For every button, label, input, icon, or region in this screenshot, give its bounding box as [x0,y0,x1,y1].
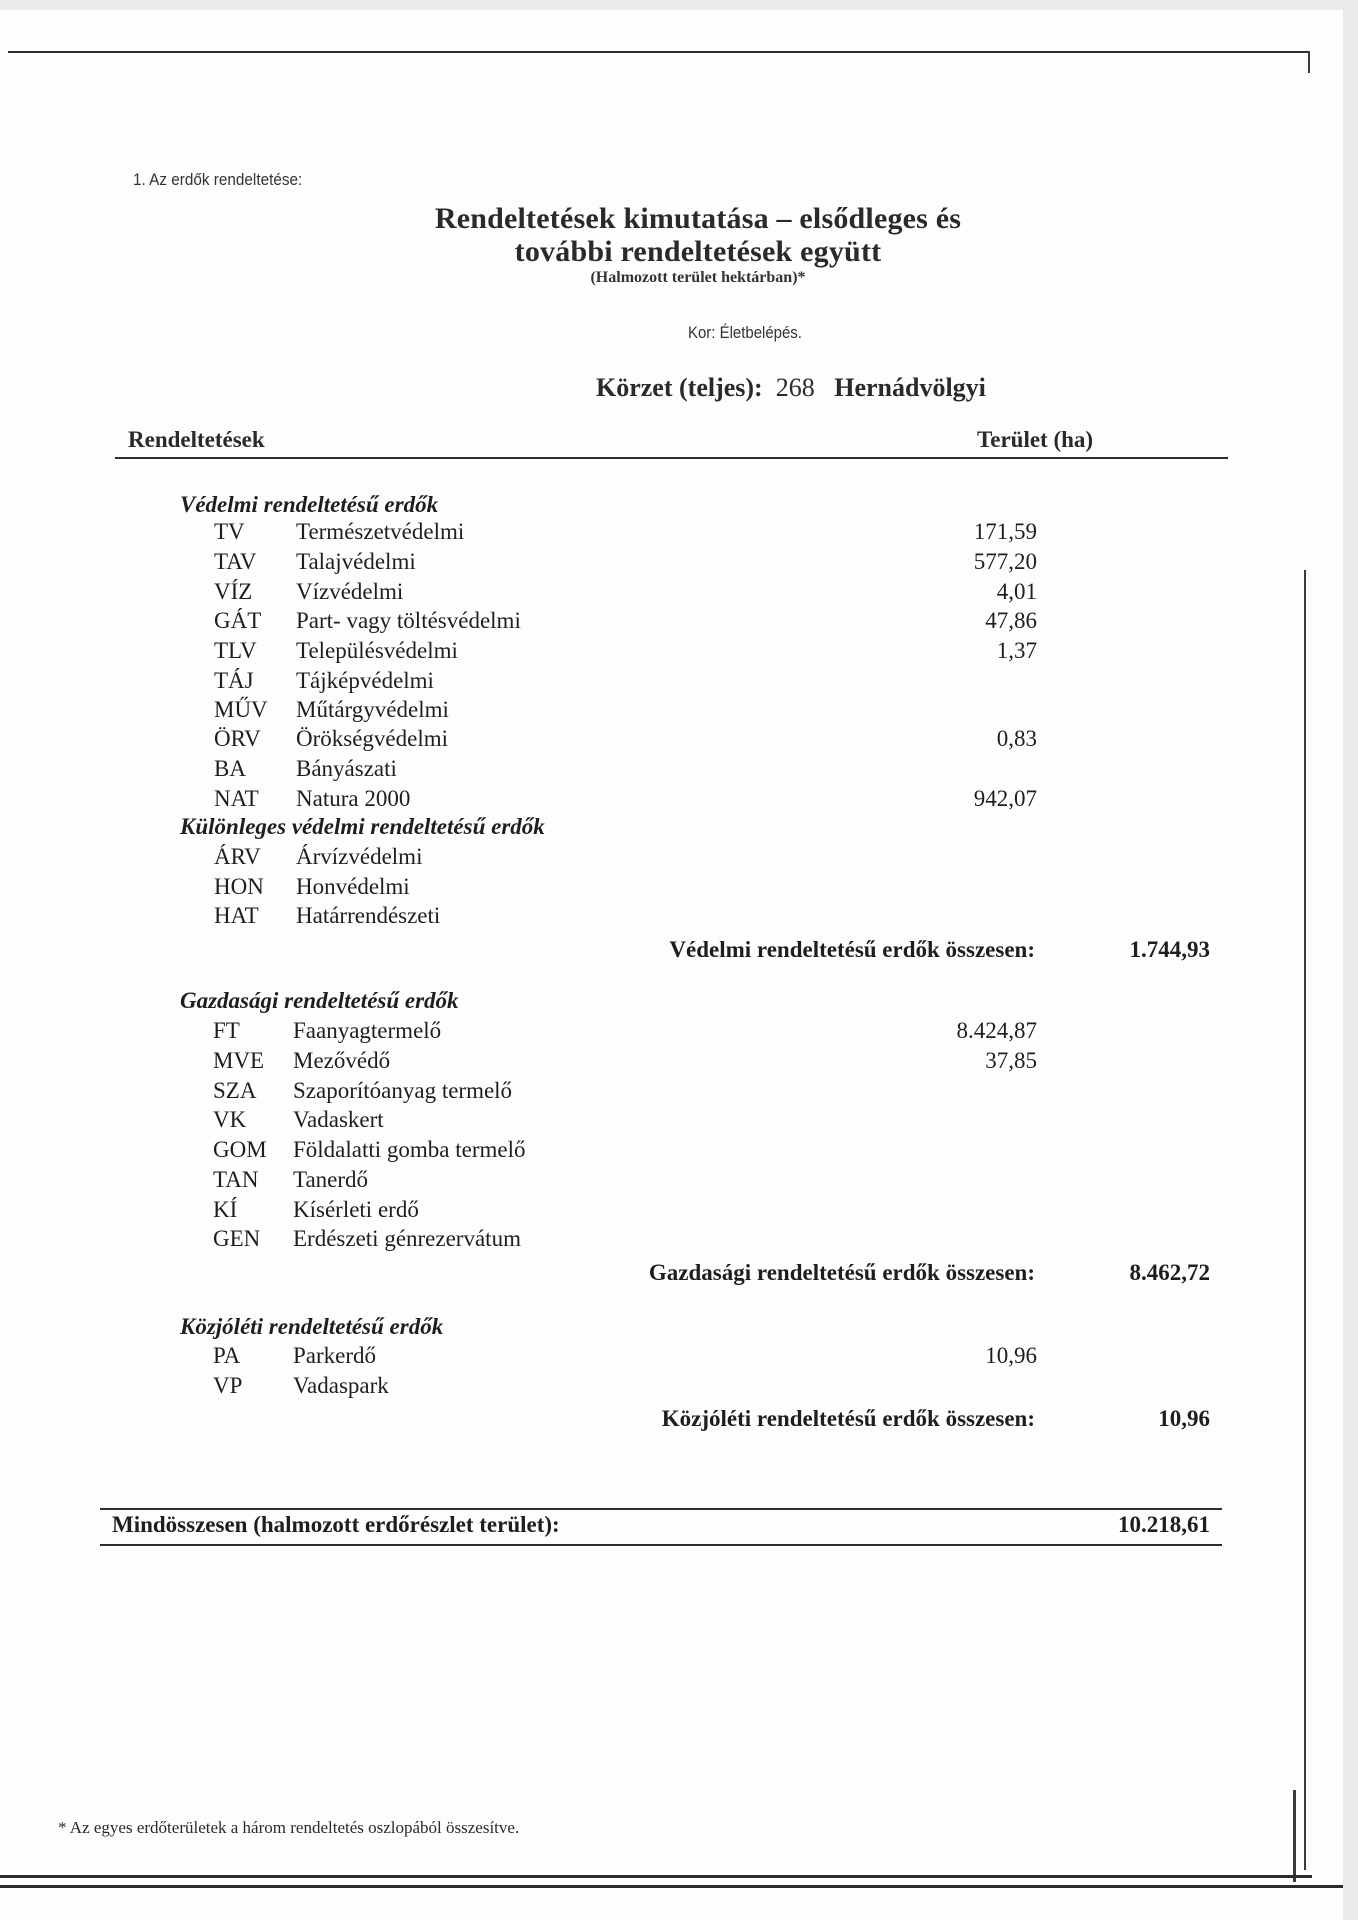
subtotal-value: 1.744,93 [1129,937,1210,962]
table-row [0,756,1343,786]
row-name: Határrendészeti [296,903,441,928]
row-name: Természetvédelmi [296,519,465,544]
row-code: VÍZ [214,579,253,604]
row-name: Műtárgyvédelmi [296,697,449,722]
page-subtitle: (Halmozott terület hektárban)* [590,269,806,286]
row-name: Honvédelmi [296,874,410,899]
row-code: BA [214,756,246,781]
row-value: 10,96 [985,1343,1037,1368]
row-name: Vadaspark [293,1373,389,1398]
subtotal-row-kozjoleti [0,1406,1343,1438]
row-name: Településvédelmi [296,638,458,663]
page-title-line1: Rendeltetések kimutatása – elsődleges és [434,202,962,235]
table-row [0,1048,1343,1078]
korzet-label: Körzet (teljes): [596,373,763,402]
row-code: SZA [213,1078,257,1103]
row-name: Tanerdő [293,1167,369,1192]
row-value: 577,20 [973,549,1037,574]
subtotal-value: 8.462,72 [1129,1260,1210,1285]
row-name: Kísérleti erdő [293,1197,419,1222]
row-value: 0,83 [996,726,1037,751]
table-row [0,1137,1343,1167]
grand-total-label: Mindösszesen (halmozott erdőrészlet terület): [112,1512,560,1537]
row-name: Natura 2000 [296,786,411,811]
row-name: Vadaskert [293,1107,384,1132]
section-heading-vedelmi: Védelmi rendeltetésű erdők [180,492,439,517]
row-name: Örökségvédelmi [296,726,449,751]
section-heading-kozjoleti: Közjóléti rendeltetésű erdők [180,1314,444,1339]
row-code: VP [213,1373,243,1398]
grand-total-row [100,1512,1222,1542]
header-rule [115,457,1228,459]
page-title-line2: további rendeltetések együtt [514,235,882,268]
table-row [0,1343,1343,1373]
row-name: Erdészeti génrezervátum [293,1226,521,1251]
row-code: VK [213,1107,247,1132]
korzet-number: 268 [775,373,815,402]
subtotal-row-vedelmi [0,937,1343,969]
row-code: GÁT [214,608,262,633]
subtotal-label: Közjóléti rendeltetésű erdők összesen: [661,1406,1035,1431]
korzet-name: Hernádvölgyi [834,373,986,402]
row-code: ÖRV [214,726,261,751]
korzet-heading [596,373,986,403]
right-border-line-lower [1293,1790,1296,1882]
row-code: TV [214,519,245,544]
table-row [0,1107,1343,1137]
table-row [0,874,1343,904]
row-name: Bányászati [296,756,397,781]
row-value: 171,59 [973,519,1037,544]
section-intro: 1. Az erdők rendeltetése: [133,170,303,189]
table-row [0,697,1343,727]
subtotal-label: Gazdasági rendeltetésű erdők összesen: [648,1260,1035,1285]
row-value: 47,86 [985,608,1037,633]
table-row [0,844,1343,874]
row-value: 37,85 [985,1048,1037,1073]
row-value: 1,37 [996,638,1037,663]
table-row [0,608,1343,638]
row-code: TÁJ [214,668,254,693]
grand-total-value: 10.218,61 [1118,1512,1210,1537]
row-name: Part- vagy töltésvédelmi [296,608,521,633]
subtotal-label: Védelmi rendeltetésű erdők összesen: [669,937,1035,962]
kor-label: Kor: Életbelépés. [688,323,802,342]
row-name: Parkerdő [293,1343,377,1368]
table-row [0,579,1343,609]
grand-total-bottom-rule [100,1544,1222,1546]
grand-total-top-rule [100,1508,1222,1510]
column-header-rendeltetesek: Rendeltetések [128,427,265,452]
row-code: HON [214,874,264,899]
row-code: HAT [214,903,259,928]
row-name: Mezővédő [293,1048,391,1073]
row-code: TAV [214,549,257,574]
row-name: Vízvédelmi [296,579,404,604]
top-border-line [8,51,1310,53]
row-value: 942,07 [973,786,1037,811]
row-code: FT [213,1018,240,1043]
bottom-border-line-2 [0,1885,1343,1888]
subtotal-value: 10,96 [1158,1406,1210,1431]
table-row [0,1167,1343,1197]
table-row [0,638,1343,668]
table-row [0,786,1343,816]
row-code: PA [213,1343,241,1368]
table-row [0,1078,1343,1108]
row-value: 8.424,87 [956,1018,1037,1043]
table-row [0,1373,1343,1403]
row-name: Faanyagtermelő [293,1018,442,1043]
table-row [0,549,1343,579]
row-code: NAT [214,786,259,811]
table-row [0,668,1343,698]
column-header-terulet: Terület (ha) [977,427,1094,452]
row-value: 4,01 [996,579,1037,604]
top-right-tick [1308,51,1310,73]
table-row [0,519,1343,549]
row-code: GEN [213,1226,261,1251]
footnote: * Az egyes erdőterületek a három rendeltetés oszlopából összesítve. [58,1818,520,1837]
row-name: Szaporítóanyag termelő [293,1078,513,1103]
row-code: TAN [213,1167,259,1192]
subtotal-row-gazdasagi [0,1260,1343,1292]
section-heading-kulonleges: Különleges védelmi rendeltetésű erdők [180,814,545,839]
row-code: TLV [214,638,257,663]
table-row [0,726,1343,756]
table-row [0,1018,1343,1048]
row-name: Talajvédelmi [296,549,416,574]
row-code: MVE [213,1048,265,1073]
table-row [0,1197,1343,1227]
row-code: KÍ [213,1197,238,1222]
row-code: GOM [213,1137,267,1162]
table-row [0,1226,1343,1256]
row-name: Árvízvédelmi [296,844,423,869]
bottom-border-line-1 [0,1875,1312,1878]
row-code: MŰV [214,697,268,722]
row-code: ÁRV [214,844,261,869]
table-row [0,903,1343,933]
row-name: Tájképvédelmi [296,668,434,693]
row-name: Földalatti gomba termelő [293,1137,526,1162]
section-heading-gazdasagi: Gazdasági rendeltetésű erdők [180,988,459,1013]
